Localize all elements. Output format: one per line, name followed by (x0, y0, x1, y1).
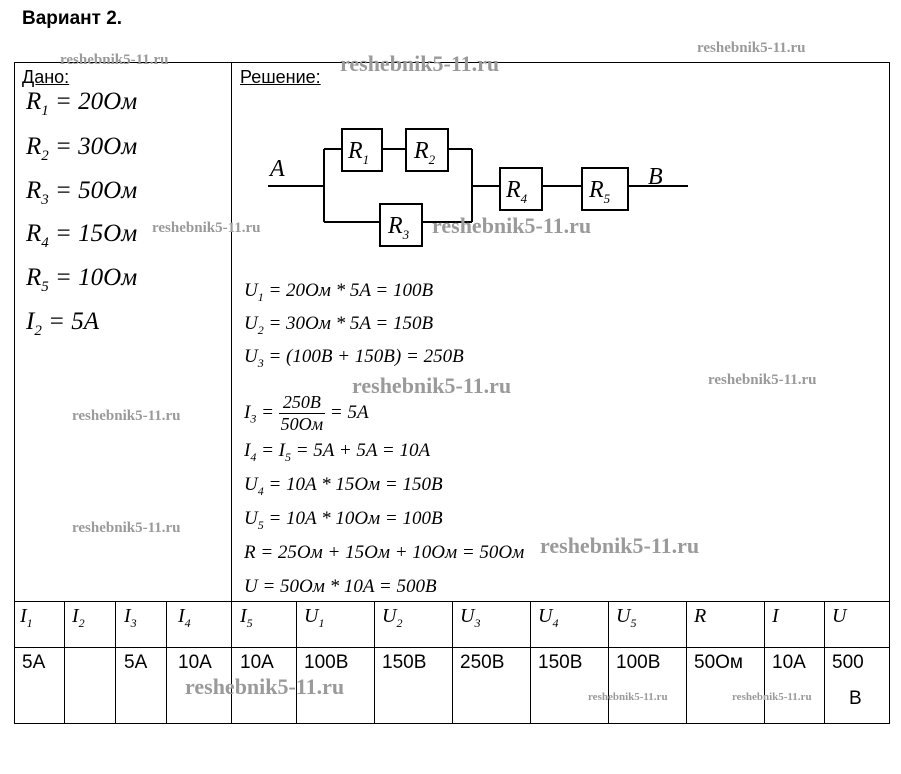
node-a-label: A (270, 156, 285, 182)
table-value-cell: 100B (304, 652, 349, 673)
watermark: reshebnik5-11.ru (340, 51, 500, 76)
table-header-cell: $U_4$ (538, 605, 559, 630)
table-value-cell: 5A (124, 652, 148, 673)
watermark: reshebnik5-11.ru (72, 520, 181, 536)
given-item: $R_1 = 20Ом$ (26, 88, 138, 119)
watermark: reshebnik5-11.ru (708, 372, 817, 388)
table-header-cell: $U_1$ (304, 605, 325, 630)
given-item: $I_2 = 5A$ (26, 308, 99, 339)
cell-divider (530, 601, 531, 724)
watermark: reshebnik5-11.ru (72, 408, 181, 424)
page-title: Вариант 2. (22, 8, 123, 29)
cell-divider (686, 601, 687, 724)
r2-label: $R_2$ (414, 138, 436, 167)
table-value-cell: B (849, 688, 862, 709)
table-header-cell: I (772, 605, 779, 627)
given-item: $R_2 = 30Ом$ (26, 133, 138, 164)
solution-line: $I_3$ = $\frac{250B}{50Ом}$ = 5A (244, 392, 369, 434)
table-header-cell: $I_5$ (240, 605, 253, 630)
solution-header: Решение: (240, 67, 321, 87)
table-header-cell: $I_4$ (178, 605, 191, 630)
cell-divider (296, 601, 297, 724)
solution-line: $U_3 = (100B + 150B) = 250B$ (244, 346, 464, 370)
watermark: reshebnik5-11.ru (432, 213, 592, 238)
watermark: reshebnik5-11.ru (352, 373, 512, 398)
table-header-cell: $U_3$ (460, 605, 481, 630)
solution-line: $U_5 = 10A * 10Ом = 100B$ (244, 508, 443, 532)
table-value-cell: 150B (382, 652, 427, 673)
watermark: reshebnik5-11.ru (697, 40, 806, 56)
given-item: $R_4 = 15Ом$ (26, 220, 138, 251)
cell-divider (452, 601, 453, 724)
cell-divider (64, 601, 65, 724)
watermark: reshebnik5-11.ru (540, 533, 700, 558)
table-header-cell: U (832, 605, 847, 627)
table-header-cell: $I_2$ (72, 605, 85, 630)
table-header-cell: R (694, 605, 707, 627)
table-value-cell: 100B (616, 652, 661, 673)
table-header-cell: $U_2$ (382, 605, 403, 630)
table-header-cell: $I_3$ (124, 605, 137, 630)
fraction: $\frac{250B}{50Ом}$ (280, 392, 324, 434)
watermark: reshebnik5-11.ru (732, 691, 812, 703)
cell-divider (608, 601, 609, 724)
solution-line: R = 25Ом + 15Ом + 10Ом = 50Ом (244, 542, 525, 563)
cell-divider (764, 601, 765, 724)
solution-line: $I_4 = I_5 = 5A + 5A = 10A$ (244, 440, 431, 464)
node-b-label: B (648, 164, 663, 190)
watermark: reshebnik5-11.ru (60, 52, 169, 68)
table-value-cell: 500 (832, 652, 864, 673)
solution-line: $U_2 = 30Ом * 5A = 150B$ (244, 313, 434, 337)
solution-line: $U_4 = 10A * 15Ом = 150B$ (244, 474, 443, 498)
cell-divider (374, 601, 375, 724)
table-value-cell: 50Ом (694, 652, 743, 673)
watermark: reshebnik5-11.ru (185, 674, 345, 699)
table-value-cell: 10A (178, 652, 212, 673)
given-item: $R_5 = 10Ом$ (26, 264, 138, 295)
r3-label: $R_3$ (388, 213, 410, 242)
cell-divider (824, 601, 825, 724)
cell-divider (115, 601, 116, 724)
given-item: $R_3 = 50Ом$ (26, 177, 138, 208)
table-value-cell: 5A (22, 652, 46, 673)
table-header-cell: $U_5$ (616, 605, 637, 630)
table-value-cell: 10A (772, 652, 806, 673)
given-header: Дано: (22, 67, 70, 87)
watermark: reshebnik5-11.ru (588, 691, 668, 703)
r4-label: $R_4$ (506, 177, 528, 206)
watermark: reshebnik5-11.ru (152, 220, 261, 236)
table-value-cell: 150B (538, 652, 583, 673)
table-value-cell: 250B (460, 652, 505, 673)
table-header-cell: $I_1$ (20, 605, 33, 630)
column-divider (231, 62, 232, 602)
cell-divider (166, 601, 167, 724)
solution-line: U = 50Ом * 10A = 500B (244, 576, 437, 597)
table-value-cell: 10A (240, 652, 274, 673)
r1-label: $R_1$ (348, 138, 370, 167)
solution-line: $U_1 = 20Ом * 5A = 100B$ (244, 280, 434, 304)
r5-label: $R_5$ (589, 177, 611, 206)
cell-divider (231, 601, 232, 724)
